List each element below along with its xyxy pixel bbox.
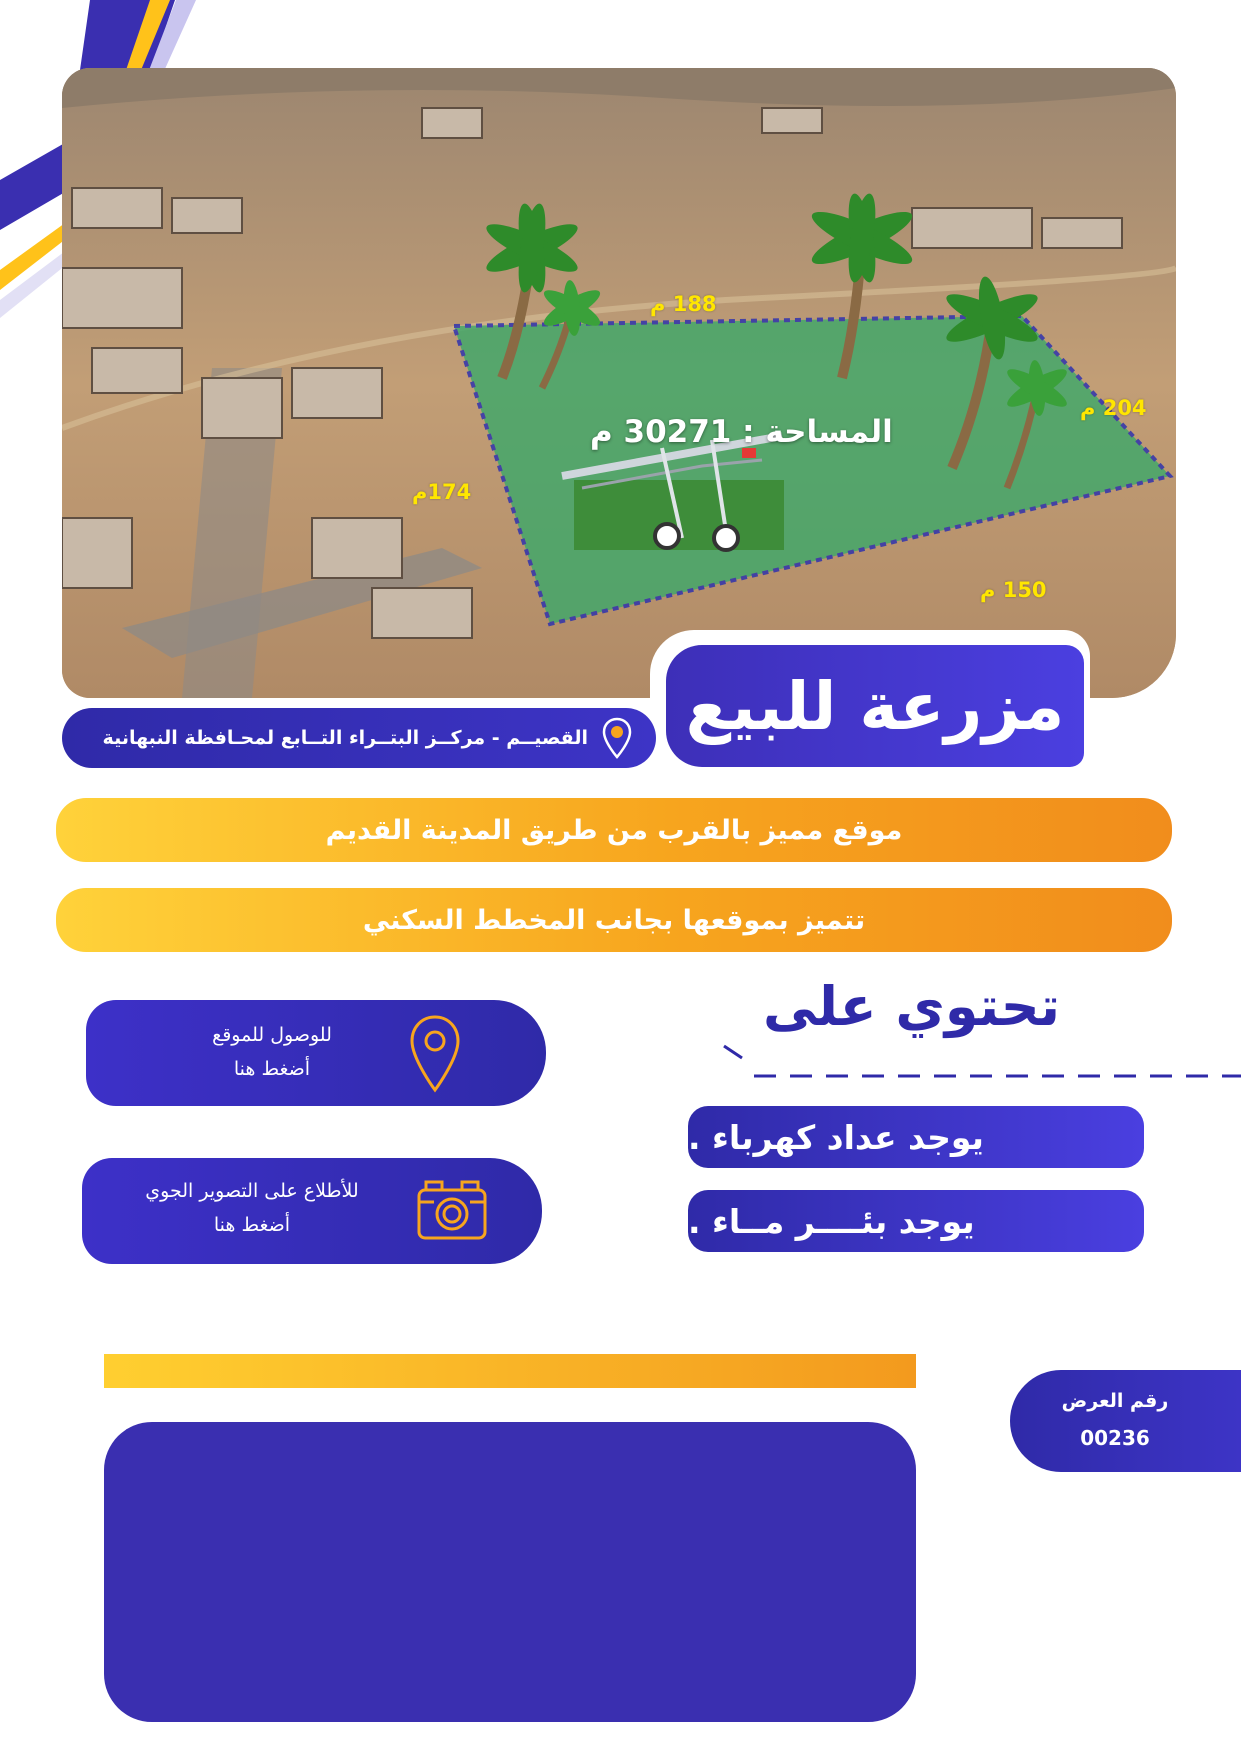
offer-number-badge — [1010, 1370, 1241, 1472]
location-link-line1: للوصول للموقع — [212, 1024, 332, 1046]
offer-label: رقم العرض — [1061, 1390, 1169, 1412]
dimension-right: 204 م — [1080, 396, 1147, 420]
offer-number: 00236 — [1080, 1426, 1150, 1450]
aerial-link-line2: أضغط هنا — [213, 1214, 291, 1236]
feature-bar-2: تتميز بموقعها بجانب المخطط السكني — [56, 888, 1172, 952]
location-link-button[interactable] — [86, 1000, 546, 1106]
map-pin-icon — [408, 1014, 462, 1094]
contains-item-electricity: يوجد عداد كهرباء . — [688, 1106, 1144, 1168]
aerial-photo — [62, 68, 1176, 698]
map-pin-icon — [602, 717, 632, 759]
dashed-divider — [720, 1040, 1241, 1080]
location-pill — [62, 708, 656, 768]
bottom-accent-bar — [104, 1354, 916, 1388]
aerial-link-line1: للأطلاع على التصوير الجوي — [145, 1180, 359, 1202]
page-title: مزرعة للبيع — [666, 645, 1084, 767]
camera-icon — [416, 1178, 488, 1242]
contains-item-water-well: يوجد بئــــر مــاء . — [688, 1190, 1144, 1252]
dimension-left: 174م — [412, 480, 472, 504]
location-text: القصيــم - مركــز البتــراء التــابع لمحـافظة النبهانية — [102, 727, 588, 749]
contains-title: تحتوي على — [763, 975, 1060, 1038]
location-link-line2: أضغط هنا — [233, 1058, 311, 1080]
feature-bar-1: موقع مميز بالقرب من طريق المدينة القديم — [56, 798, 1172, 862]
bottom-panel — [104, 1422, 916, 1722]
aerial-photo-link-button[interactable] — [82, 1158, 542, 1264]
dimension-top: 188 م — [650, 292, 717, 316]
area-label: المساحة : 30271 م — [590, 414, 893, 450]
dimension-bottom: 150 م — [980, 578, 1047, 602]
